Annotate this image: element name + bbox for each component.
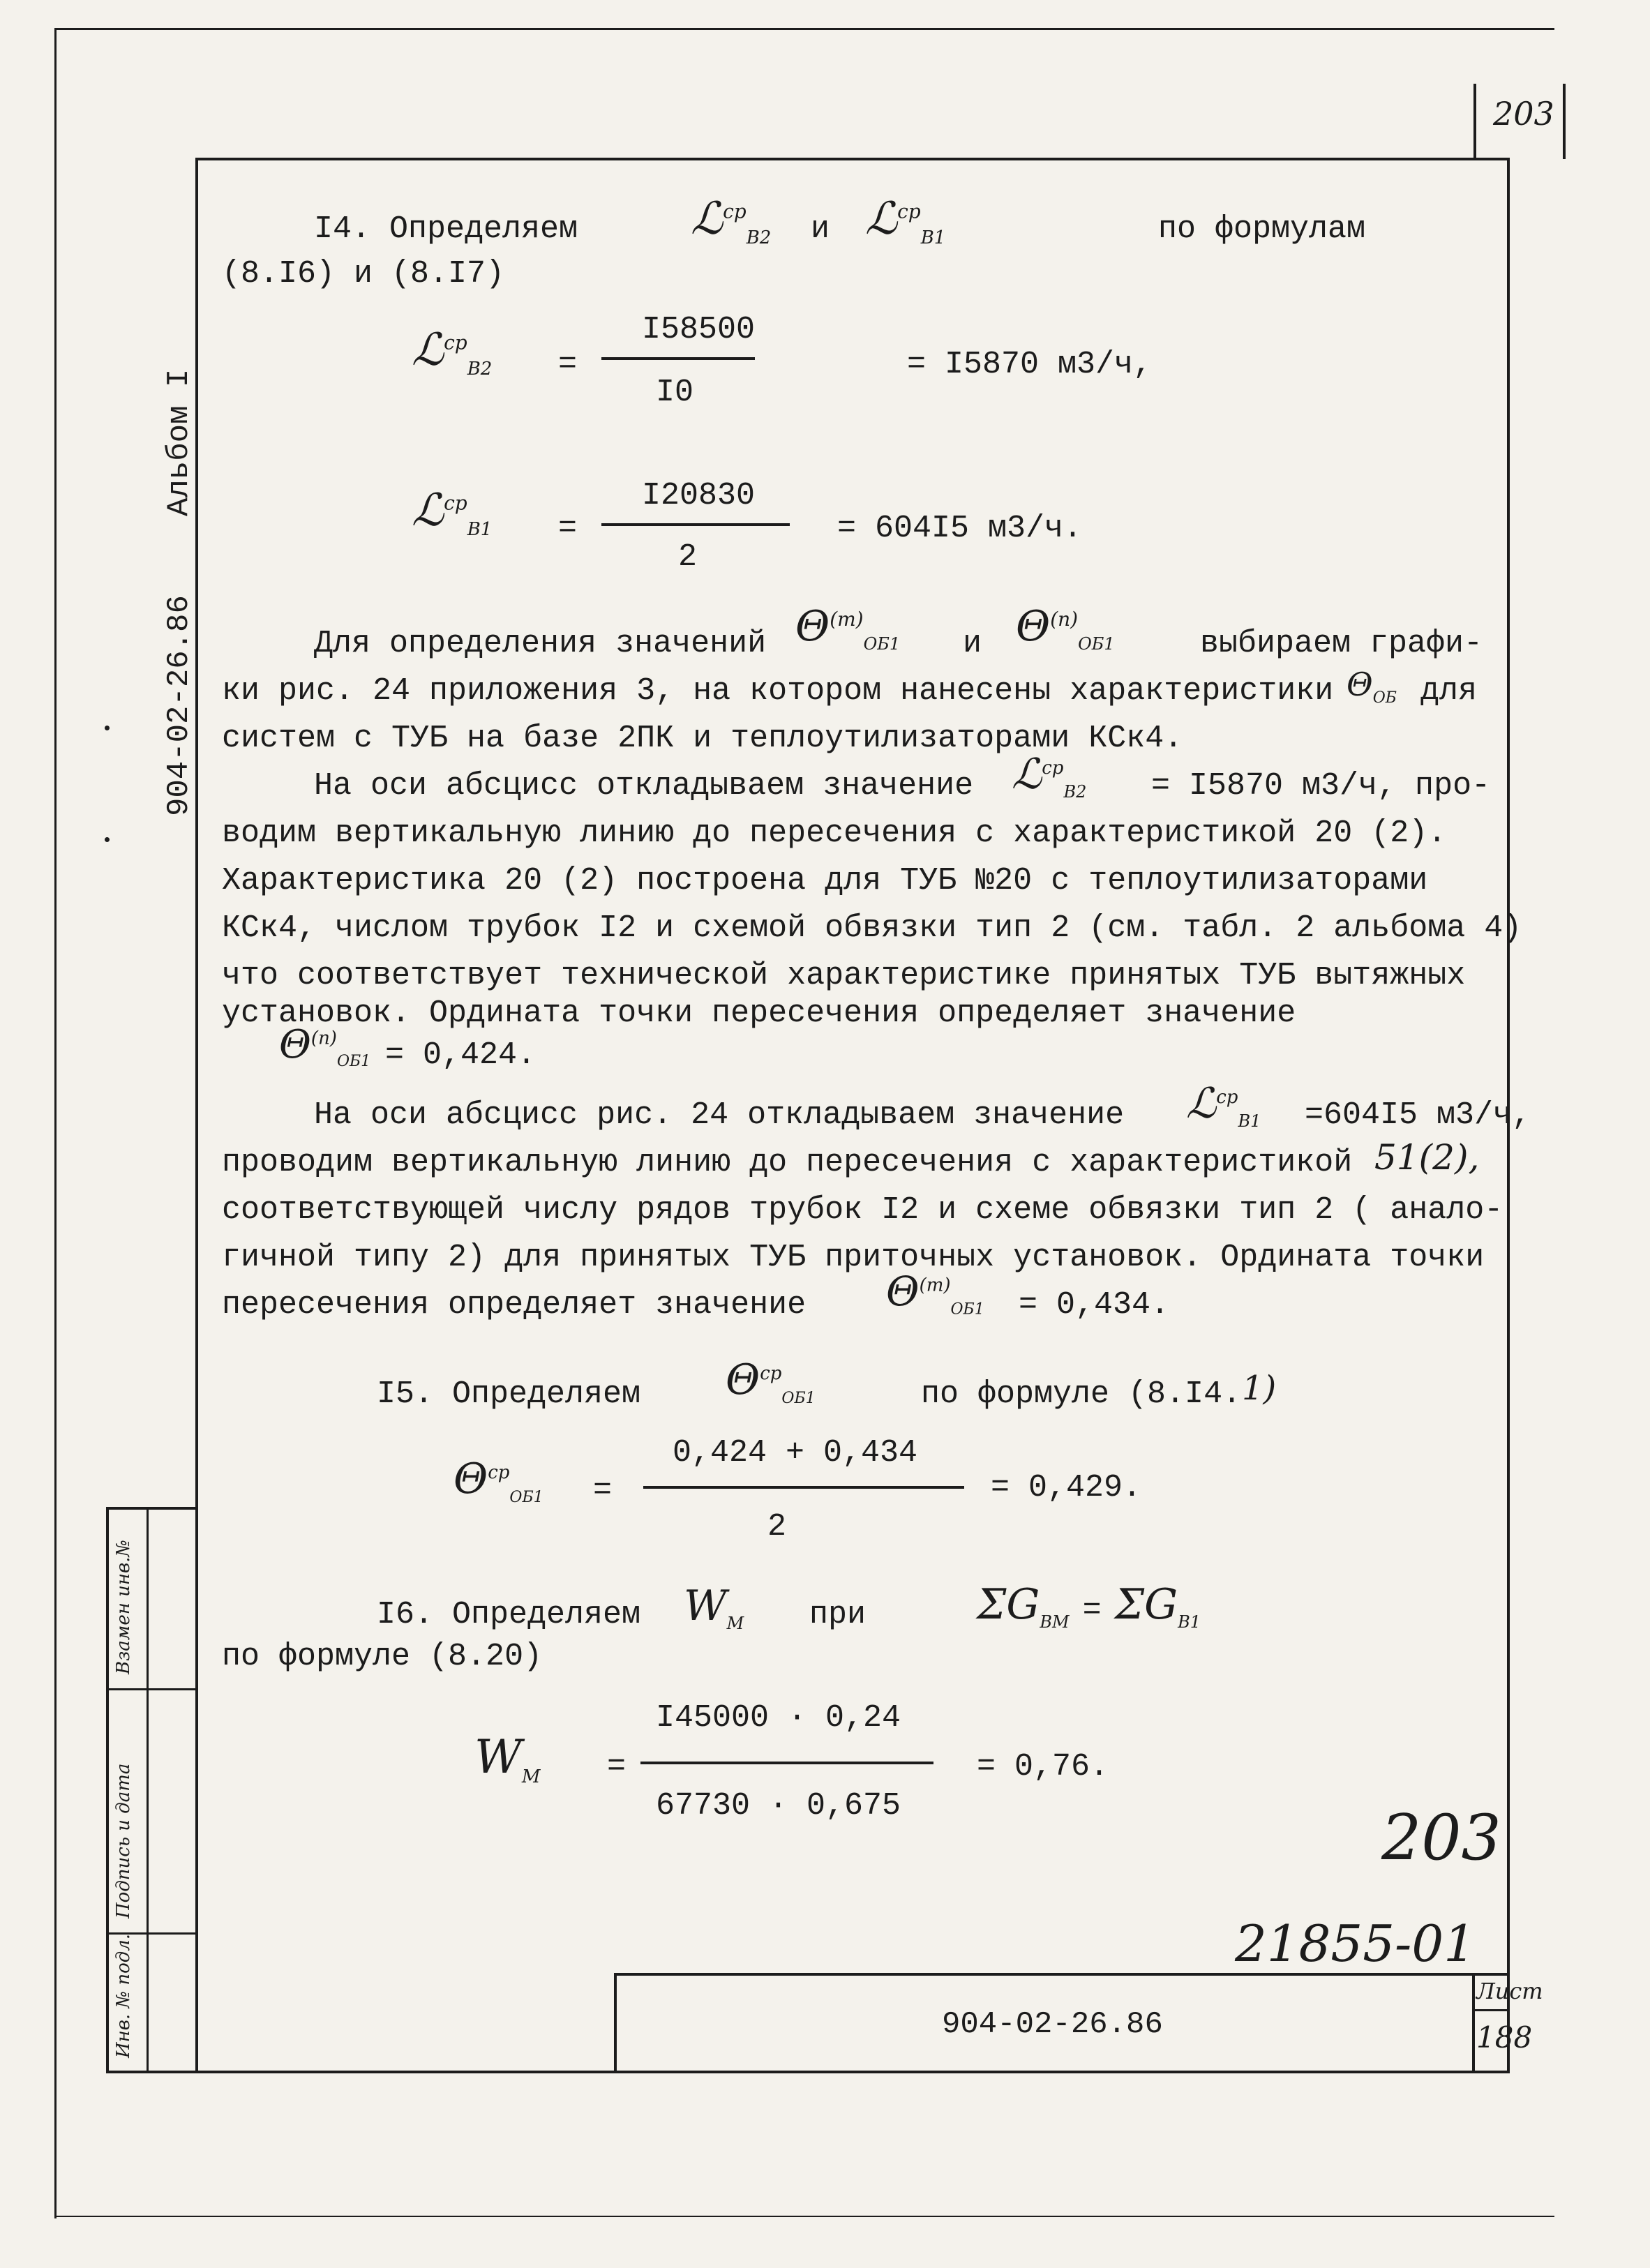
- stamp-sheet-divider: [1472, 1973, 1475, 2072]
- step16-symbol: $W_M$: [684, 1582, 744, 1633]
- bottom-rule: [54, 2216, 1554, 2217]
- left-label-replace: Взамен инв.№: [113, 1540, 134, 1674]
- para1-line1b: выбираем графи-: [1200, 626, 1483, 661]
- stamp-top-line: [614, 1973, 1510, 1976]
- formula3-result: = 0,429.: [991, 1470, 1142, 1505]
- step14-symbol-b: ℒ$^{cp}_{B1}$: [865, 193, 946, 248]
- para3-line4: гичной типу 2) для принятых ТУБ приточных установок. Ордината точки: [222, 1240, 1485, 1275]
- para1-symbol3: $\Theta_{OБ}$: [1347, 666, 1397, 707]
- formula4-eq: =: [607, 1749, 627, 1785]
- step15-tail-hand: 1): [1242, 1369, 1277, 1408]
- side-label-code: 904-02-26.86: [162, 595, 197, 816]
- page-number-box-right: [1563, 84, 1566, 159]
- para3-line2a: проводим вертикальную линию до пересечения с характеристикой: [222, 1145, 1353, 1180]
- page-number-top: 203: [1493, 95, 1554, 133]
- formula1-lhs: ℒ$^{cp}_{B2}$: [412, 324, 493, 380]
- formula2-denominator: 2: [678, 539, 698, 575]
- para1-symbol2: $\Theta^{(n)}_{OБ1}$: [1016, 602, 1115, 654]
- handwritten-code: 21855-01: [1235, 1914, 1476, 1973]
- main-frame-bottom: [106, 2071, 1510, 2073]
- formula3-denominator: 2: [767, 1509, 787, 1545]
- para1-line2b: для: [1420, 673, 1478, 709]
- formula3-eq: =: [593, 1473, 613, 1508]
- side-label-album: Альбом I: [162, 368, 197, 516]
- para1-line3: систем с ТУБ на базе 2ПК и теплоутилизаторами КСк4.: [222, 721, 1183, 756]
- formula3-lhs: $\Theta^{cp}_{OБ1}$: [453, 1455, 543, 1506]
- formula1-denominator: I0: [656, 375, 694, 410]
- para3-line1b: =604I5 м3/ч,: [1305, 1097, 1531, 1133]
- step16-when: при: [809, 1597, 867, 1632]
- step15-intro: I5. Определяем: [377, 1376, 641, 1412]
- para3-line3: соответствующей числу рядов трубок I2 и схеме обвязки тип 2 ( анало-: [222, 1192, 1503, 1228]
- formula4-numerator: I45000 · 0,24: [656, 1700, 901, 1736]
- para2-line1b: = I5870 м3/ч, про-: [1151, 768, 1491, 804]
- formula4-fraction-line: [640, 1762, 933, 1764]
- margin-dot: [105, 837, 110, 842]
- left-column-sep1: [106, 1688, 195, 1690]
- step16-line2: по формуле (8.20): [222, 1639, 543, 1674]
- formula3-numerator: 0,424 + 0,434: [673, 1435, 918, 1471]
- step14-symbol-a: ℒ$^{cp}_{B2}$: [691, 193, 772, 248]
- formula1-eq: =: [558, 347, 578, 382]
- step14-tail: по формулам: [1158, 211, 1366, 247]
- para1-line2a: ки рис. 24 приложения 3, на котором нанесены характеристики: [222, 673, 1334, 709]
- formula2-numerator: I20830: [642, 478, 756, 513]
- formula2-eq: =: [558, 511, 578, 546]
- para2-line2: водим вертикальную линию до пересечения с характеристикой 20 (2).: [222, 816, 1447, 851]
- para3-line5b: = 0,434.: [1019, 1287, 1170, 1323]
- stamp-sheet-hline: [1472, 2009, 1510, 2011]
- formula4-lhs: $W_M$: [474, 1730, 541, 1788]
- step15-symbol: $\Theta^{cp}_{OБ1}$: [726, 1355, 816, 1407]
- para2-line3: Характеристика 20 (2) построена для ТУБ №20 с теплоутилизаторами: [222, 863, 1428, 899]
- step14-and: и: [811, 211, 830, 247]
- stamp-sheet-number: 188: [1476, 2020, 1533, 2055]
- step14-intro: I4. Определяем: [314, 211, 578, 247]
- left-column-top: [106, 1507, 195, 1510]
- para2-line5: что соответствует технической характеристике принятых ТУБ вытяжных: [222, 958, 1466, 993]
- stamp-sheet-label: Лист: [1476, 1978, 1543, 2004]
- margin-dot: [105, 726, 110, 730]
- para2-symbol2: $\Theta^{(n)}_{OБ1}$: [279, 1022, 371, 1071]
- para3-symbol2: $\Theta^{(m)}_{OБ1}$: [886, 1268, 984, 1319]
- left-column-divider: [147, 1507, 149, 2071]
- step14-line2: (8.I6) и (8.I7): [222, 256, 505, 292]
- step15-tail: по формуле (8.I4.: [921, 1376, 1242, 1412]
- stamp-doc-code: 904-02-26.86: [942, 2007, 1163, 2042]
- formula4-denominator: 67730 · 0,675: [656, 1788, 901, 1824]
- stamp-left-line: [614, 1973, 617, 2072]
- para2-line7: = 0,424.: [385, 1037, 537, 1073]
- step16-intro: I6. Определяем: [377, 1597, 641, 1632]
- left-column-left: [106, 1507, 109, 2071]
- left-label-inv-no: Инв. № подл.: [113, 1933, 134, 2058]
- para3-line2-hand: 51(2),: [1374, 1137, 1480, 1178]
- para3-symbol: ℒ$^{cp}_{B1}$: [1186, 1079, 1261, 1131]
- para3-line5a: пересечения определяет значение: [222, 1287, 807, 1323]
- formula4-result: = 0,76.: [977, 1749, 1109, 1785]
- left-label-sign-date: Подпись и дата: [113, 1763, 134, 1918]
- para3-line1a: На оси абсцисс рис. 24 откладываем значение: [314, 1097, 1125, 1133]
- formula2-fraction-line: [601, 523, 790, 526]
- step16-condition: $\Sigma G_{BM} = \Sigma G_{B1}$: [977, 1580, 1201, 1632]
- outer-frame-top: [54, 28, 1554, 30]
- para1-and: и: [963, 626, 982, 661]
- formula3-fraction-line: [643, 1486, 964, 1489]
- page-number-box-left: [1473, 84, 1476, 159]
- formula1-fraction-line: [601, 357, 755, 360]
- para1-line1a: Для определения значений: [314, 626, 767, 661]
- para2-symbol: ℒ$^{cp}_{B2}$: [1012, 750, 1087, 802]
- handwritten-page-number: 203: [1381, 1801, 1501, 1875]
- para2-line1a: На оси абсцисс откладываем значение: [314, 768, 974, 804]
- main-frame-top: [195, 158, 1510, 160]
- formula1-result: = I5870 м3/ч,: [907, 347, 1153, 382]
- formula2-result: = 604I5 м3/ч.: [837, 511, 1083, 546]
- formula1-numerator: I58500: [642, 312, 756, 347]
- para2-line4: КСк4, числом трубок I2 и схемой обвязки тип 2 (см. табл. 2 альбома 4): [222, 910, 1522, 946]
- formula2-lhs: ℒ$^{cp}_{B1}$: [412, 485, 493, 540]
- para2-line6: установок. Ордината точки пересечения определяет значение: [222, 996, 1296, 1031]
- outer-frame-left: [54, 28, 57, 2218]
- para1-symbol1: $\Theta^{(m)}_{OБ1}$: [795, 602, 901, 654]
